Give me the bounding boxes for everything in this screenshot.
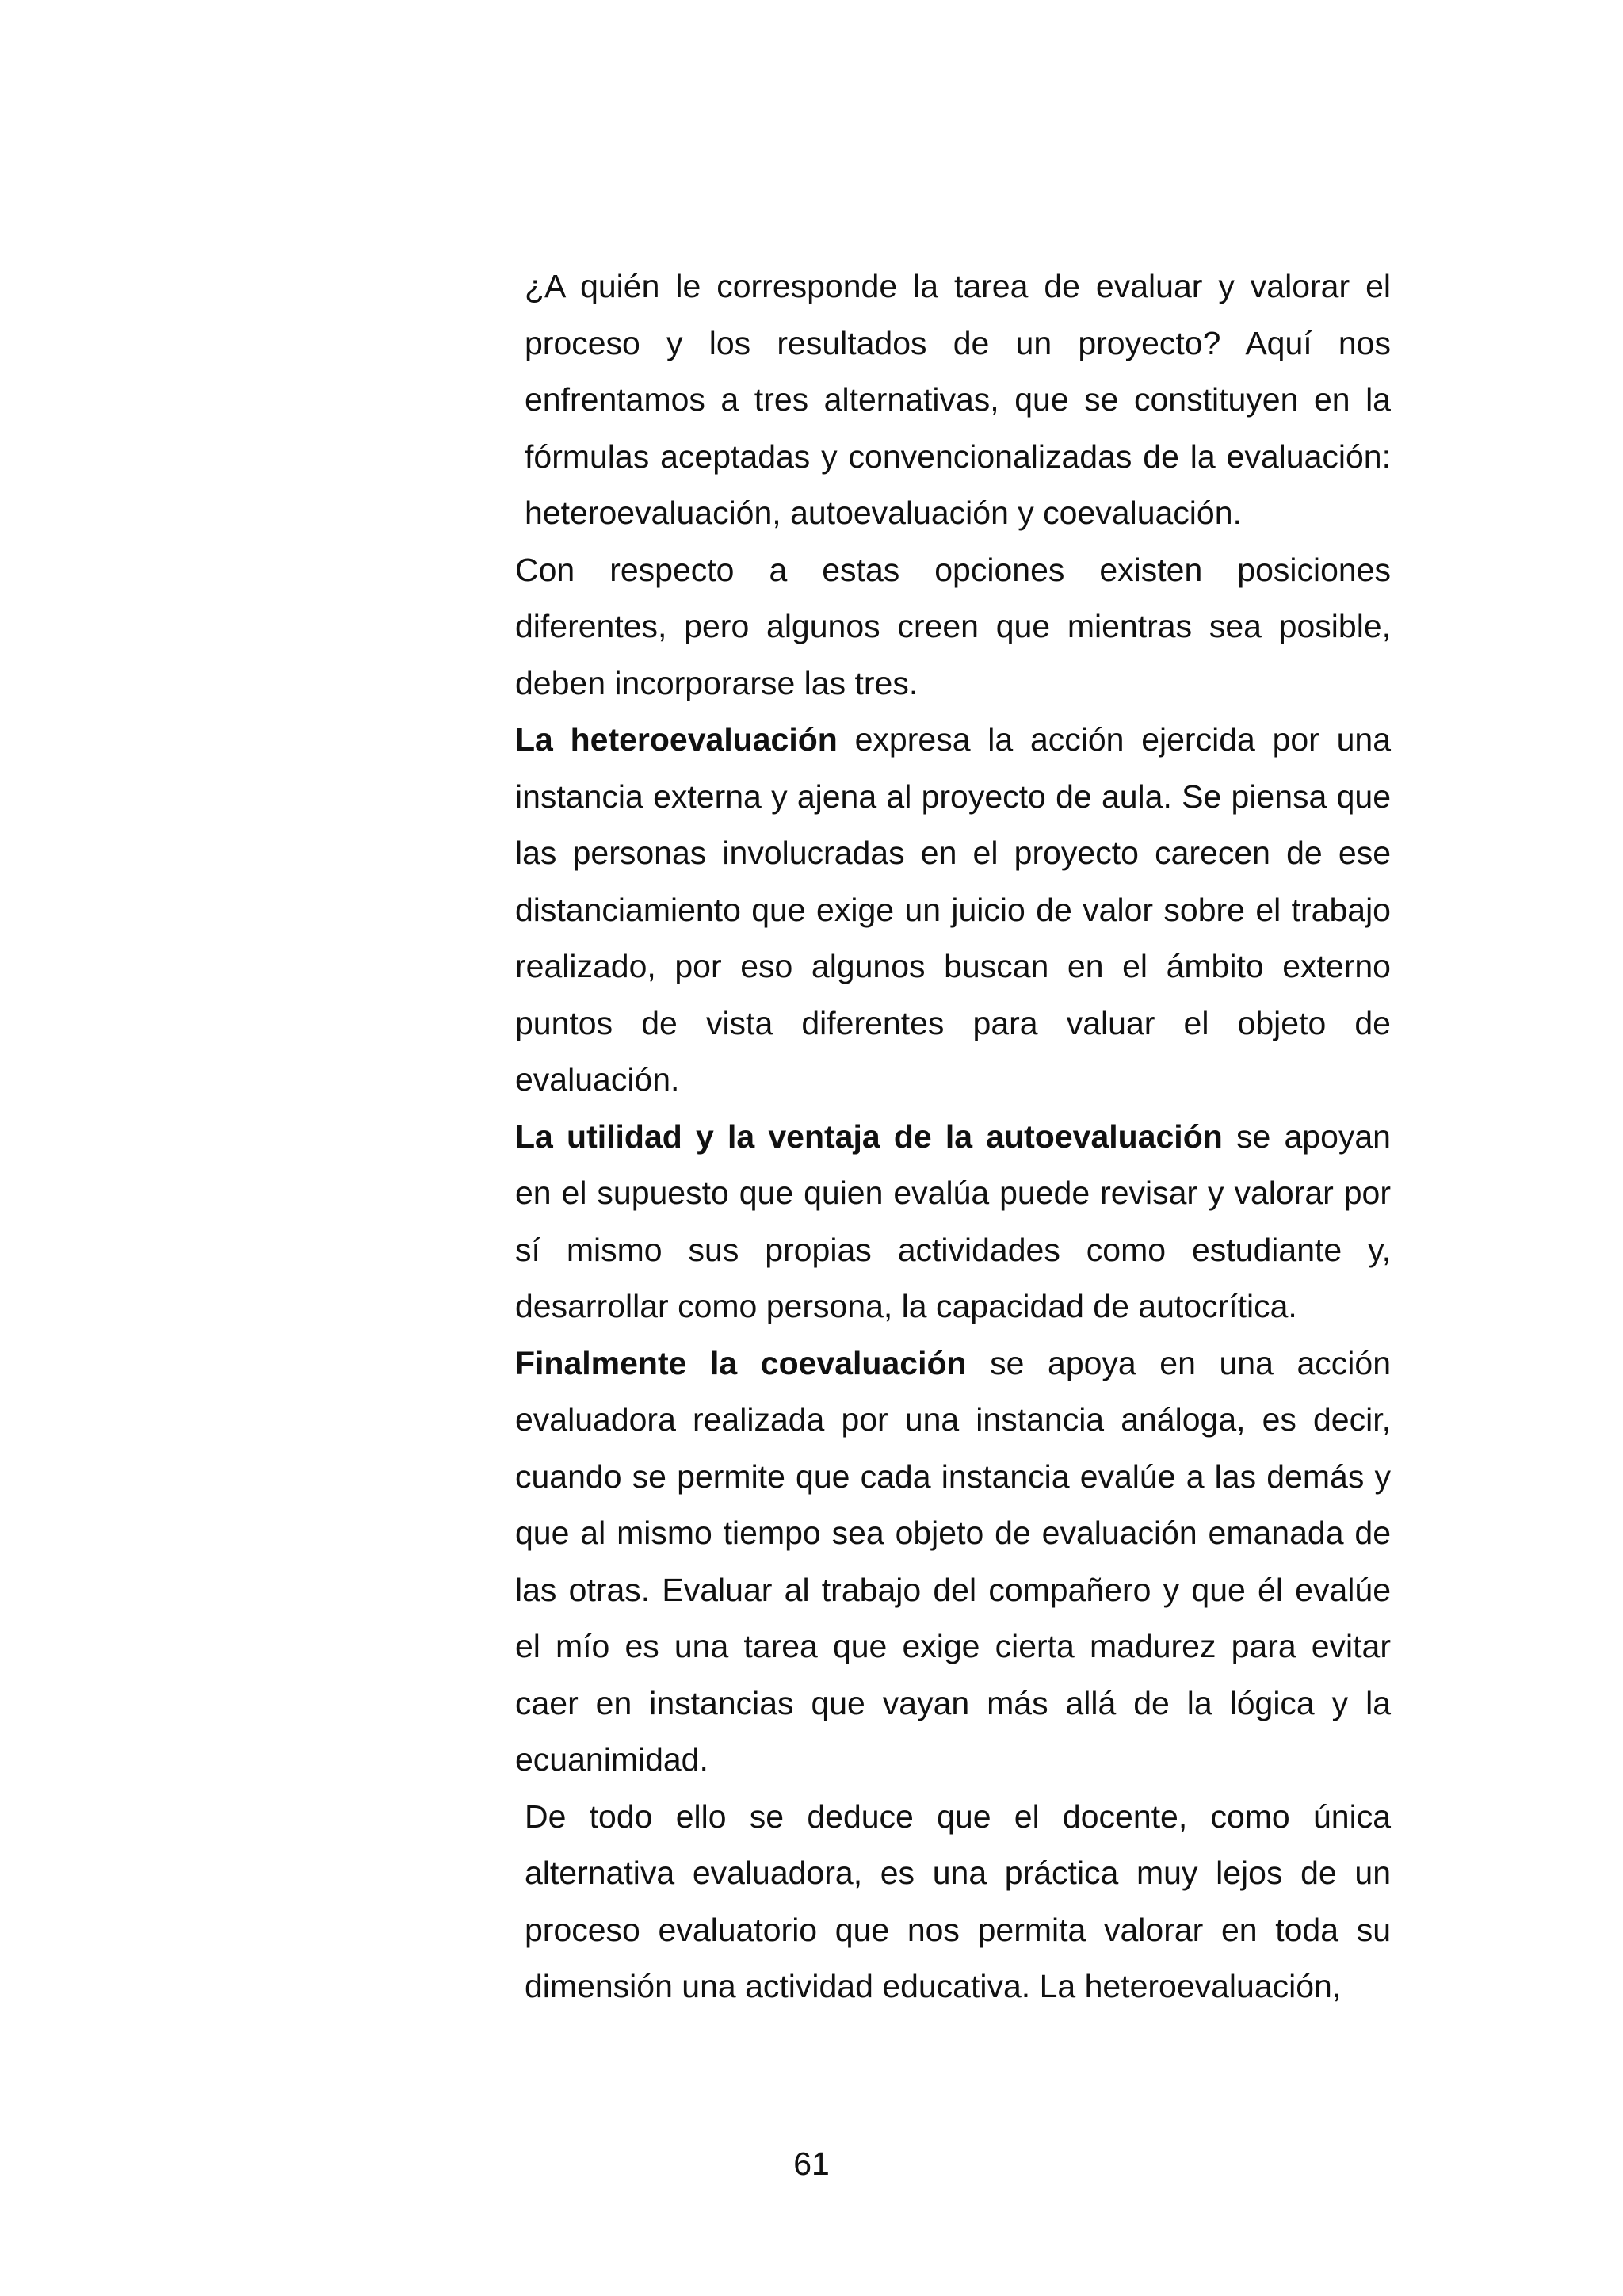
paragraph-heteroevaluacion: [515, 712, 1391, 1109]
paragraph-conclusion: [515, 1789, 1391, 2015]
paragraph-question: [515, 258, 1391, 542]
term-autoevaluacion: La utilidad y la ventaja de la autoevaluación: [515, 1117, 1223, 1155]
paragraph-text: se apoyan en el supuesto que quien evalúa puede revisar y valorar por sí mismo sus propias actividades como estudiante y, desarrollar como persona, la capacidad de autocrítica.: [515, 1117, 1391, 1324]
term-heteroevaluacion: La heteroevaluación: [515, 721, 838, 758]
paragraph-text: se apoya en una acción evaluadora realizada por una instancia análoga, es decir, cuando se permite que cada instancia evalúe a las demás y que al mismo tiempo sea objeto de evaluación emanada de las otras. Evaluar al trabajo del compañero y que él evalúe el mío es una tarea que exige cierta madurez para evitar caer en instancias que vayan más allá de la lógica y la ecuanimidad.: [515, 1344, 1391, 1778]
paragraph-coevaluacion: [515, 1335, 1391, 1789]
term-coevaluacion: Finalmente la coevaluación: [515, 1344, 967, 1381]
body-text: [515, 258, 1391, 2015]
page-number: 61: [793, 2145, 830, 2182]
paragraph-text: Con respecto a estas opciones existen posiciones diferentes, pero algunos creen que mientras sea posible, deben incorporarse las tres.: [515, 551, 1391, 701]
paragraph-positions: [515, 542, 1391, 712]
paragraph-text: expresa la acción ejercida por una instancia externa y ajena al proyecto de aula. Se piensa que las personas involucradas en el proyecto carecen de ese distanciamiento que exige un juicio de valor sobre el trabajo realizado, por eso algunos buscan en el ámbito externo puntos de vista diferentes para valuar el objeto de evaluación.: [515, 721, 1392, 1098]
paragraph-autoevaluacion: [515, 1109, 1391, 1335]
paragraph-text: ¿A quién le corresponde la tarea de evaluar y valorar el proceso y los resultados de un proyecto? Aquí nos enfrentamos a tres alternativas, que se constituyen en la fórmulas aceptadas y convencionalizadas de la evaluación: heteroevaluación, autoevaluación y coevaluación.: [525, 268, 1391, 531]
paragraph-text: De todo ello se deduce que el docente, como única alternativa evaluadora, es una práctica muy lejos de un proceso evaluatorio que nos permita valorar en toda su dimensión una actividad educativa. La heteroevaluación,: [525, 1797, 1391, 2004]
